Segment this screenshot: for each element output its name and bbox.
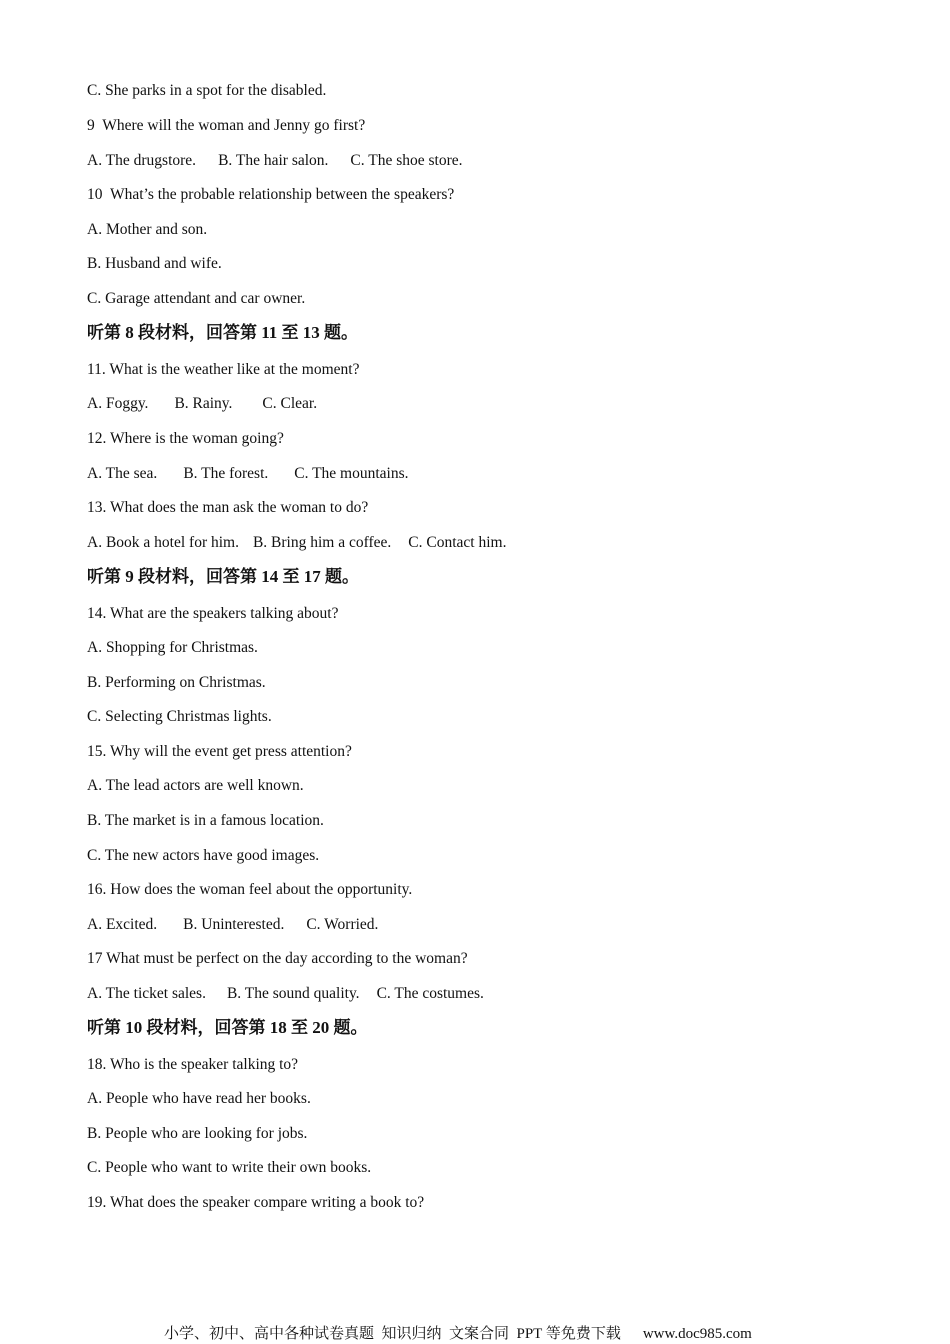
q13-option-b: B. Bring him a coffee. [252, 534, 392, 551]
question-12: 12. Where is the woman going? [87, 430, 284, 447]
q14-option-a: A. Shopping for Christmas. [87, 639, 258, 656]
q9-option-b: B. The hair salon. [218, 152, 329, 169]
q17-option-c: C. The costumes. [376, 985, 484, 1002]
question-13: 13. What does the man ask the woman to do? [87, 499, 369, 516]
q11-option-c: C. Clear. [262, 395, 318, 412]
page-footer [164, 1324, 752, 1344]
question-15: 15. Why will the event get press attention? [87, 743, 352, 760]
q12-option-a: A. The sea. [87, 465, 158, 482]
question-11-options [87, 394, 317, 414]
q16-option-b: B. Uninterested. [183, 916, 285, 933]
q9-option-c: C. The shoe store. [350, 152, 463, 169]
q14-option-b: B. Performing on Christmas. [87, 674, 266, 691]
q13-option-a: A. Book a hotel for him. [87, 534, 239, 551]
question-16-options [87, 915, 378, 935]
question-13-options [87, 533, 506, 553]
question-12-options [87, 464, 409, 484]
q11-option-b: B. Rainy. [174, 395, 233, 412]
question-11: 11. What is the weather like at the moment? [87, 361, 360, 378]
question-9-options [87, 151, 463, 171]
q11-option-a: A. Foggy. [87, 395, 149, 412]
section-9-heading: 听第 9 段材料，回答第 14 至 17 题。 [87, 567, 359, 586]
q8-option-c: C. She parks in a spot for the disabled. [87, 82, 327, 99]
q9-option-a: A. The drugstore. [87, 152, 197, 169]
q18-option-a: A. People who have read her books. [87, 1090, 311, 1107]
footer-website-link[interactable]: www.doc985.com [642, 1326, 752, 1342]
q18-option-b: B. People who are looking for jobs. [87, 1125, 308, 1142]
q14-option-c: C. Selecting Christmas lights. [87, 708, 272, 725]
q16-option-a: A. Excited. [87, 916, 158, 933]
question-10: 10 What’s the probable relationship between the speakers? [87, 186, 455, 203]
question-17: 17 What must be perfect on the day according to the woman? [87, 950, 468, 967]
question-18: 18. Who is the speaker talking to? [87, 1056, 299, 1073]
section-8-heading: 听第 8 段材料，回答第 11 至 13 题。 [87, 323, 359, 342]
q17-option-a: A. The ticket sales. [87, 985, 206, 1002]
q15-option-b: B. The market is in a famous location. [87, 812, 324, 829]
q10-option-a: A. Mother and son. [87, 221, 208, 238]
q15-option-c: C. The new actors have good images. [87, 847, 320, 864]
question-17-options [87, 984, 484, 1004]
q15-option-a: A. The lead actors are well known. [87, 777, 304, 794]
q16-option-c: C. Worried. [306, 916, 379, 933]
q10-option-c: C. Garage attendant and car owner. [87, 290, 306, 307]
section-10-heading: 听第 10 段材料，回答第 18 至 20 题。 [87, 1018, 368, 1037]
q10-option-b: B. Husband and wife. [87, 255, 222, 272]
footer-text: 小学、初中、高中各种试卷真题 知识归纳 文案合同 PPT 等免费下载 [164, 1326, 621, 1342]
q18-option-c: C. People who want to write their own books. [87, 1159, 372, 1176]
question-16: 16. How does the woman feel about the opportunity. [87, 881, 413, 898]
question-14: 14. What are the speakers talking about? [87, 605, 339, 622]
question-19: 19. What does the speaker compare writing a book to? [87, 1194, 425, 1211]
q12-option-b: B. The forest. [183, 465, 269, 482]
q13-option-c: C. Contact him. [408, 534, 507, 551]
q12-option-c: C. The mountains. [294, 465, 409, 482]
q17-option-b: B. The sound quality. [226, 985, 360, 1002]
question-9: 9 Where will the woman and Jenny go first? [87, 117, 366, 134]
